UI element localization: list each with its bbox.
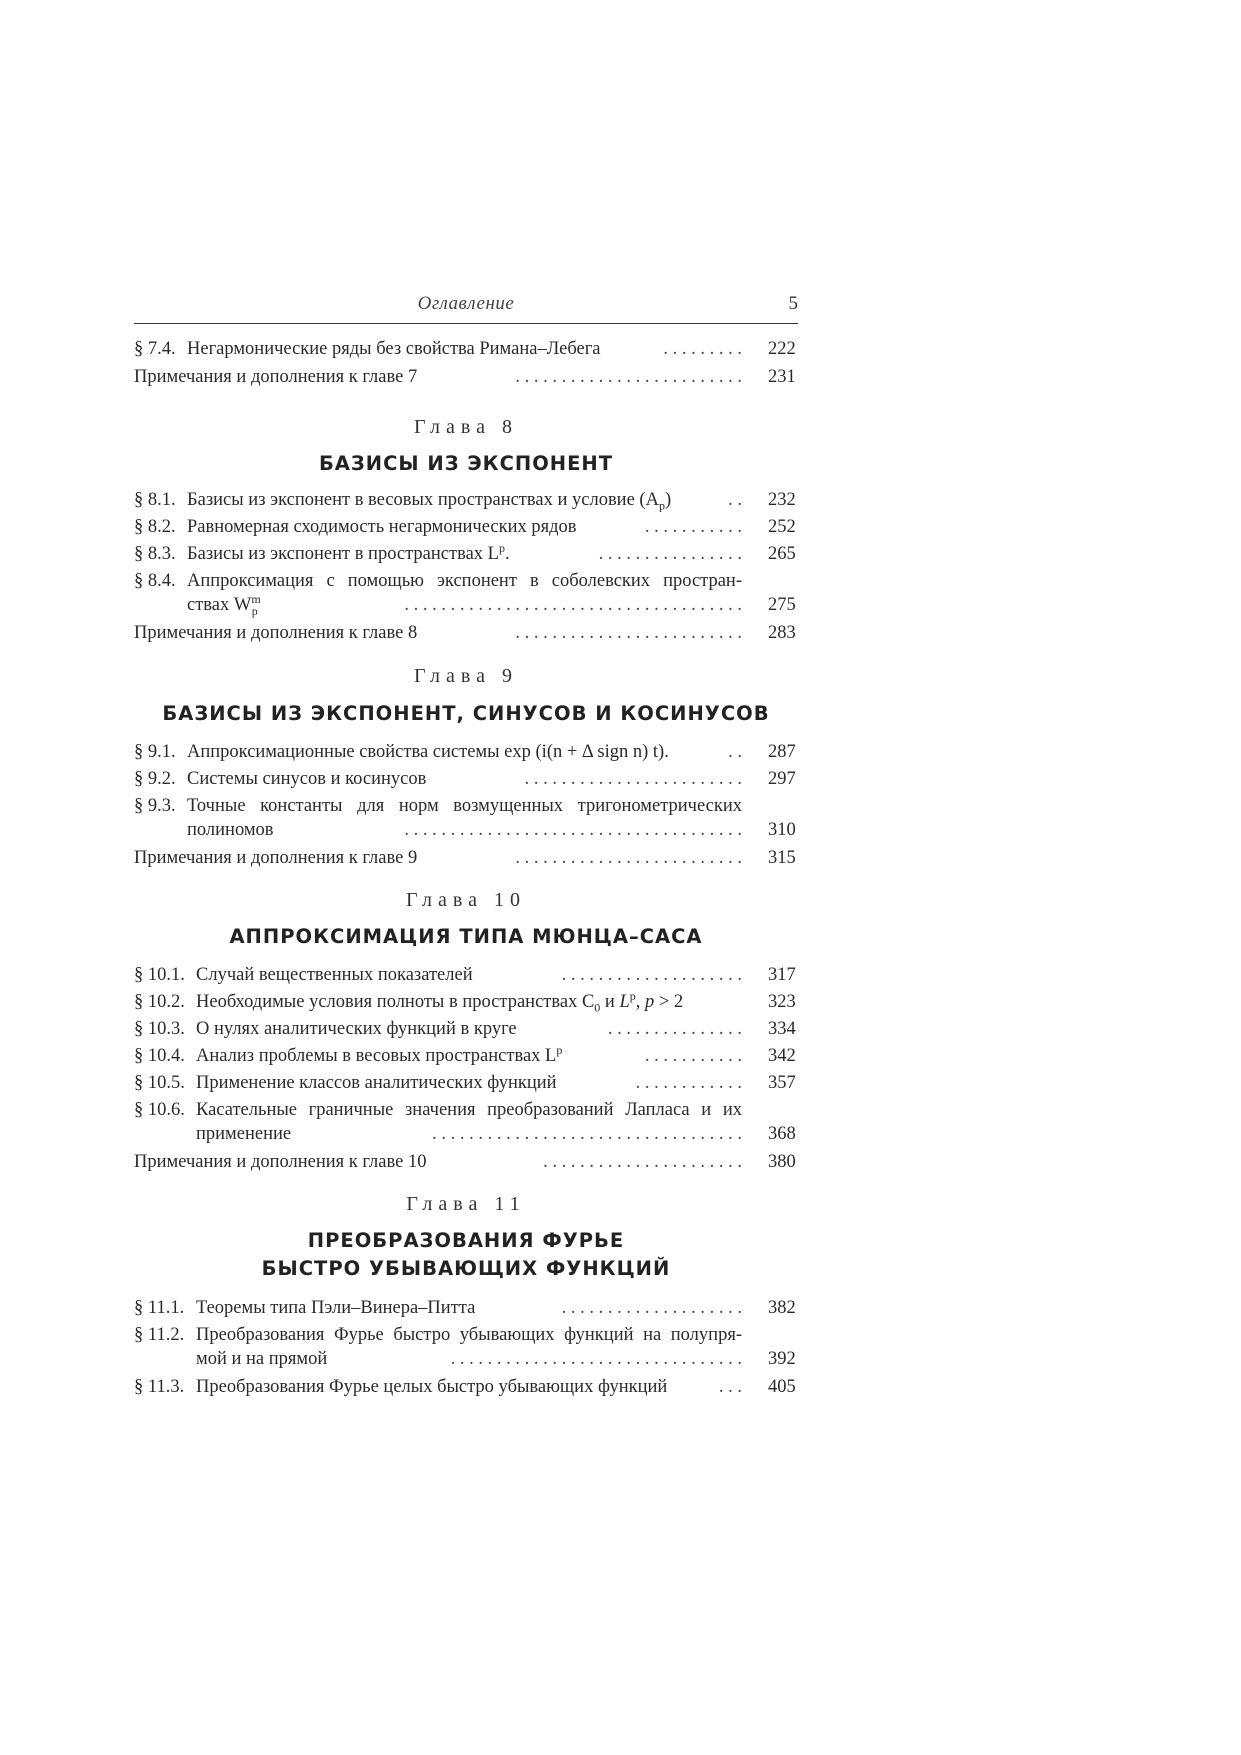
page-ref: 287 xyxy=(768,742,796,762)
dot-leader: . . . . . . . . . . . . . . . . . . . . . . . . xyxy=(524,769,742,789)
dot-leader: . . . xyxy=(718,1377,742,1397)
toc-notes-8[interactable] xyxy=(134,621,798,645)
toc-notes-9[interactable] xyxy=(134,846,798,870)
section-title: Случай вещественных показателей xyxy=(196,965,473,985)
chapter-label: Глава 10 xyxy=(406,889,526,911)
section-number: § 9.1. xyxy=(134,742,176,762)
dot-leader: . . . . . . . . . . . . . . . . . . . . . . . . . xyxy=(515,848,742,868)
toc-entry-10-4[interactable] xyxy=(134,1044,798,1068)
page-ref: 392 xyxy=(768,1349,796,1369)
chapter-label: Глава 11 xyxy=(406,1193,526,1215)
page-ref: 315 xyxy=(768,848,796,868)
dot-leader: . . . . . . . . . . . . . . . . . . . . xyxy=(561,1298,742,1318)
chapter-title: БАЗИСЫ ИЗ ЭКСПОНЕНТ, СИНУСОВ И КОСИНУСОВ xyxy=(162,702,770,725)
section-title: Аппроксимационные свойства системы exp (i(n + Δ sign n) t). xyxy=(187,742,669,762)
toc-notes-10[interactable] xyxy=(134,1150,798,1174)
page-ref: 252 xyxy=(768,517,796,537)
section-number: § 10.5. xyxy=(134,1073,185,1093)
chapter-label: Глава 8 xyxy=(414,416,518,438)
page-number: 5 xyxy=(788,293,798,314)
section-title: Примечания и дополнения к главе 7 xyxy=(134,367,418,387)
toc-entry-11-3[interactable] xyxy=(134,1375,798,1399)
toc-entry-10-1[interactable] xyxy=(134,963,798,987)
section-title: О нулях аналитических функций в круге xyxy=(196,1019,517,1039)
page-ref: 232 xyxy=(768,490,796,510)
section-number: § 8.2. xyxy=(134,517,176,537)
section-title: Примечания и дополнения к главе 9 xyxy=(134,848,418,868)
section-number: § 10.1. xyxy=(134,965,185,985)
section-number: § 8.1. xyxy=(134,490,176,510)
dot-leader: . . . . . . . . . . . . xyxy=(635,1073,742,1093)
section-title-line1: Аппроксимация с помощью экспонент в соболевских простран- xyxy=(187,571,742,591)
section-title-line2: применение xyxy=(196,1124,292,1144)
toc-entry-10-6-cont[interactable] xyxy=(134,1122,798,1146)
section-number: § 8.4. xyxy=(134,571,176,591)
page-ref: 382 xyxy=(768,1298,796,1318)
dot-leader: . . . . . . . . . . . . . . . . . . . . . . xyxy=(543,1152,742,1172)
section-number: § 9.2. xyxy=(134,769,176,789)
section-number: § 8.3. xyxy=(134,544,176,564)
section-number: § 10.2. xyxy=(134,992,185,1012)
section-title: Базисы из экспонент в пространствах $L^p$. xyxy=(187,540,510,564)
toc-entry-10-3[interactable] xyxy=(134,1017,798,1041)
section-title: Системы синусов и косинусов xyxy=(187,769,427,789)
section-title: Применение классов аналитических функций xyxy=(196,1073,557,1093)
toc-entry-11-1[interactable] xyxy=(134,1296,798,1320)
page-ref: 231 xyxy=(768,367,796,387)
section-title: Равномерная сходимость негармонических рядов xyxy=(187,517,577,537)
section-title-line2: мой и на прямой xyxy=(196,1349,328,1369)
dot-leader: . . . . . . . . . . . xyxy=(644,1046,742,1066)
dot-leader: . . . . . . . . . . . . . . . . . . . . . . . . . . . . . . . . . . . . . xyxy=(404,595,742,615)
chapter-title: БАЗИСЫ ИЗ ЭКСПОНЕНТ xyxy=(318,452,614,475)
running-header xyxy=(134,293,798,324)
chapter-title-line1: ПРЕОБРАЗОВАНИЯ ФУРЬЕ xyxy=(307,1229,625,1252)
toc-entry-10-5[interactable] xyxy=(134,1071,798,1095)
running-title: Оглавление xyxy=(417,293,515,314)
section-number: § 7.4. xyxy=(134,339,176,359)
toc-entry-7-4[interactable] xyxy=(134,337,798,361)
dot-leader: . . . . . . . . . . . . . . . xyxy=(607,1019,742,1039)
section-number: § 11.1. xyxy=(134,1298,185,1318)
toc-entry-8-1[interactable] xyxy=(134,488,798,512)
dot-leader: . . . . . . . . . . . . . . . . . . . . xyxy=(561,965,742,985)
section-title: Примечания и дополнения к главе 8 xyxy=(134,623,418,643)
toc-entry-11-2-cont[interactable] xyxy=(134,1347,798,1371)
dot-leader: . . . . . . . . . . . . . . . . . . . . . . . . . . . . . . . . xyxy=(450,1349,742,1369)
chapter-title-line2: БЫСТРО УБЫВАЮЩИХ ФУНКЦИЙ xyxy=(261,1257,671,1280)
toc-entry-10-2[interactable] xyxy=(134,990,798,1014)
section-number: § 10.6. xyxy=(134,1100,185,1120)
dot-leader: . . . . . . . . . . . xyxy=(644,517,742,537)
section-title: Примечания и дополнения к главе 10 xyxy=(134,1152,427,1172)
toc-entry-9-3-cont[interactable] xyxy=(134,818,798,842)
chapter-label: Глава 9 xyxy=(414,665,518,687)
section-title: Анализ проблемы в весовых пространствах $L^p$ xyxy=(196,1042,563,1066)
toc-entry-9-2[interactable] xyxy=(134,767,798,791)
dot-leader: . . . . . . . . . . . . . . . . . . . . . . . . . xyxy=(515,367,742,387)
dot-leader: . . . . . . . . . . . . . . . . . . . . . . . . . . . . . . . . . . . . . xyxy=(404,820,742,840)
toc-entry-8-3[interactable] xyxy=(134,542,798,566)
toc-entry-11-2[interactable] xyxy=(134,1323,798,1347)
toc-entry-8-4-cont[interactable] xyxy=(134,593,798,617)
dot-leader: . . . . . . . . . . . . . . . . . . . . . . . . . . . . . . . . . . xyxy=(432,1124,742,1144)
toc-entry-8-4[interactable] xyxy=(134,569,798,593)
page-ref: 405 xyxy=(768,1377,796,1397)
page-ref: 310 xyxy=(768,820,796,840)
section-title: Базисы из экспонент в весовых пространствах и условие $(A_p)$ xyxy=(187,490,672,513)
section-number: § 9.3. xyxy=(134,796,176,816)
chapter-title: АППРОКСИМАЦИЯ ТИПА МЮНЦА–САСА xyxy=(229,925,703,948)
page-ref: 297 xyxy=(768,769,796,789)
section-title: Необходимые условия полноты в пространствах $C_0$ и $L^p$, p > 2 xyxy=(196,988,684,1015)
page-ref: 275 xyxy=(768,595,796,615)
dot-leader: . . . . . . . . . xyxy=(663,339,742,359)
page-ref: 317 xyxy=(768,965,796,985)
section-title: Негармонические ряды без свойства Римана–Лебега xyxy=(187,339,601,359)
dot-leader: . . . . . . . . . . . . . . . . xyxy=(598,544,742,564)
toc-notes-7[interactable] xyxy=(134,365,798,389)
section-number: § 11.3. xyxy=(134,1377,185,1397)
toc-entry-10-6[interactable] xyxy=(134,1098,798,1122)
toc-entry-9-1[interactable] xyxy=(134,740,798,764)
page-ref: 283 xyxy=(768,623,796,643)
section-title-line1: Преобразования Фурье быстро убывающих функций на полупря- xyxy=(196,1325,742,1345)
section-title-line2: полиномов xyxy=(187,820,274,840)
page-ref: 342 xyxy=(768,1046,796,1066)
dot-leader: . . . . . . . . . . . . . . . . . . . . . . . . . xyxy=(515,623,742,643)
page-ref: 265 xyxy=(768,544,796,564)
section-title-line1: Точные константы для норм возмущенных тригонометрических xyxy=(187,796,742,816)
toc-entry-9-3[interactable] xyxy=(134,794,798,818)
section-title-line1: Касательные граничные значения преобразований Лапласа и их xyxy=(196,1100,742,1120)
section-number: § 10.3. xyxy=(134,1019,185,1039)
page-ref: 334 xyxy=(768,1019,796,1039)
page-ref: 323 xyxy=(768,992,796,1012)
page-ref: 357 xyxy=(768,1073,796,1093)
section-number: § 11.2. xyxy=(134,1325,185,1345)
dot-leader: . . xyxy=(728,742,742,762)
section-title: Теоремы типа Пэли–Винера–Питта xyxy=(196,1298,476,1318)
section-title-line2: ствах $W^m_p$ xyxy=(187,591,261,618)
section-title: Преобразования Фурье целых быстро убывающих функций xyxy=(196,1377,668,1397)
page-ref: 222 xyxy=(768,339,796,359)
page-ref: 368 xyxy=(768,1124,796,1144)
page-ref: 380 xyxy=(768,1152,796,1172)
toc-entry-8-2[interactable] xyxy=(134,515,798,539)
section-number: § 10.4. xyxy=(134,1046,185,1066)
dot-leader: . . xyxy=(728,490,742,510)
